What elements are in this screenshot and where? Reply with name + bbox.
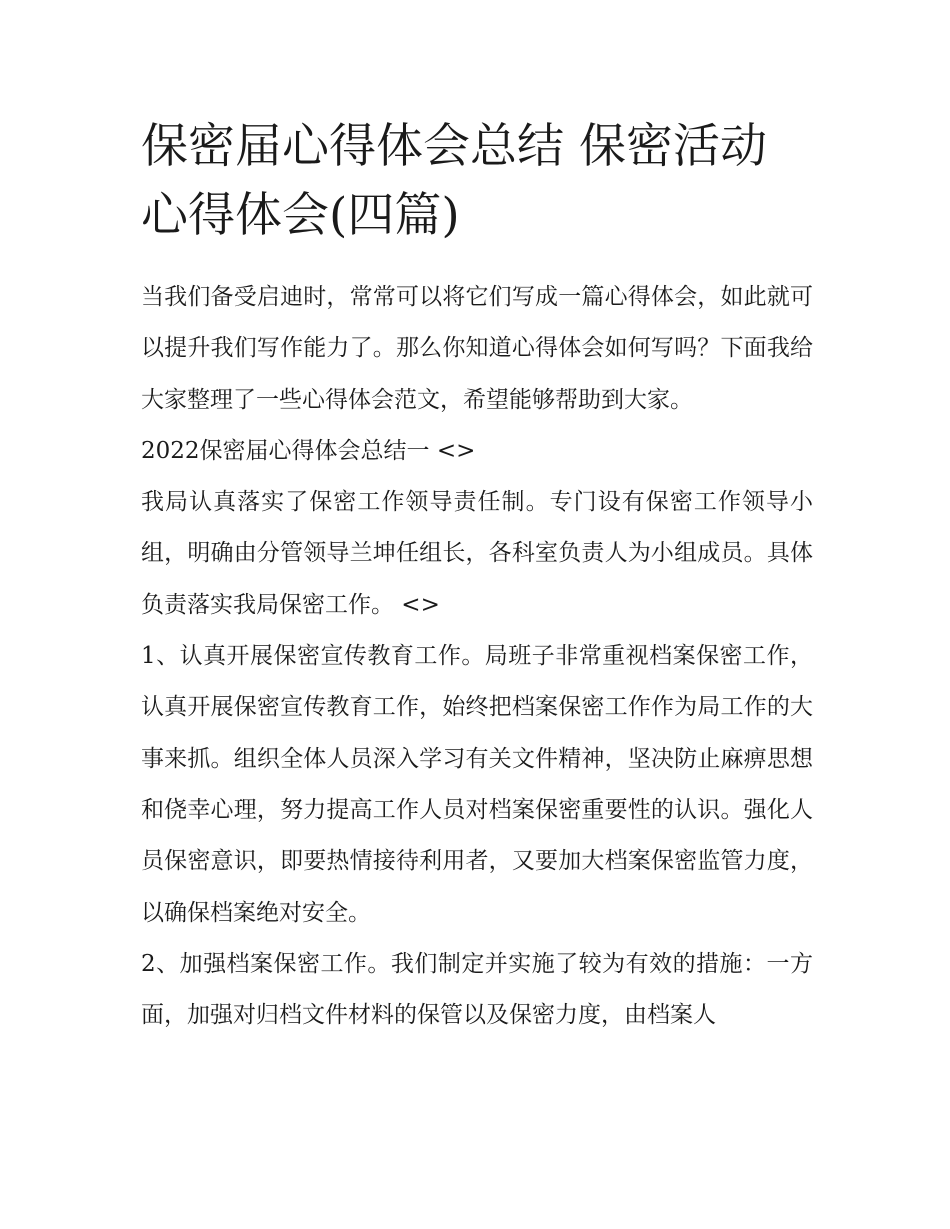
intro-paragraph: 当我们备受启迪时，常常可以将它们写成一篇心得体会，如此就可以提升我们写作能力了。那么你知道心得体会如何写吗？下面我给大家整理了一些心得体会范文，希望能够帮助到大家。 xyxy=(141,284,813,413)
body-paragraph: 我局认真落实了保密工作领导责任制。专门设有保密工作领导小组，明确由分管领导兰坤任组长，各科室负责人为小组成员。具体负责落实我局保密工作。 <> xyxy=(141,489,813,618)
list-item-2: 2、加强档案保密工作。我们制定并实施了较为有效的措施：一方面，加强对归档文件材料的保管以及保密力度，由档案人 xyxy=(141,950,813,1029)
section-heading: 2022保密届心得体会总结一 <> xyxy=(141,437,476,464)
document-body xyxy=(141,272,813,1041)
document-title: 保密届心得体会总结 保密活动心得体会(四篇) xyxy=(141,119,767,243)
list-item-1: 1、认真开展保密宣传教育工作。局班子非常重视档案保密工作，认真开展保密宣传教育工作，始终把档案保密工作作为局工作的大事来抓。组织全体人员深入学习有关文件精神，坚决防止麻痹思想和侥幸心理，努力提高工作人员对档案保密重要性的认识。强化人员保密意识，即要热情接待利用者，又要加大档案保密监管力度，以确保档案绝对安全。 xyxy=(141,643,813,926)
document-page xyxy=(141,112,813,1041)
